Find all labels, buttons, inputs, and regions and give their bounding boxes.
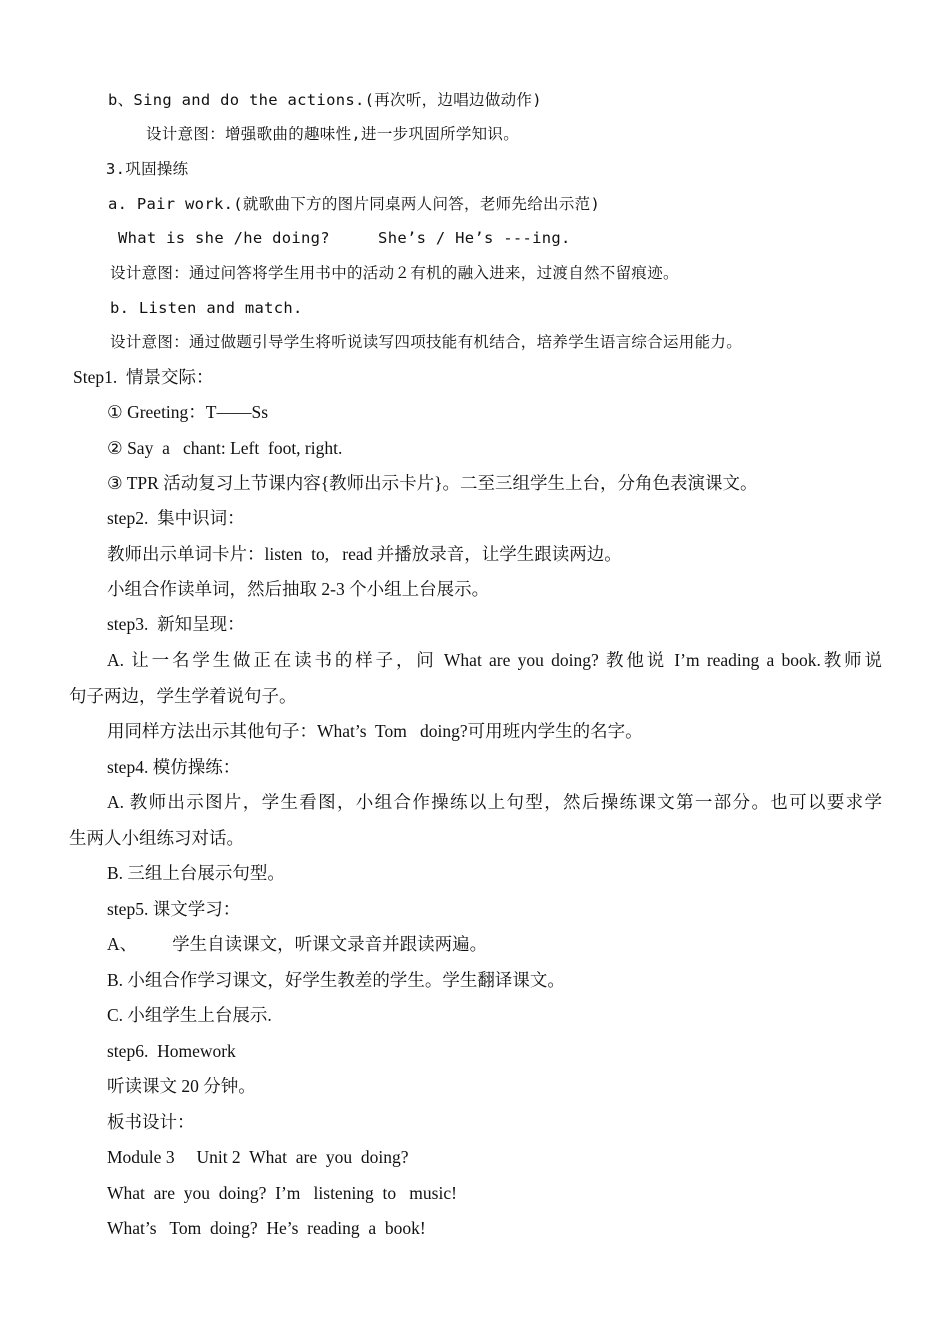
text-line: A、 学生自读课文，听课文录音并跟读两遍。 [107, 934, 488, 954]
section-heading: 3.巩固操练 [106, 160, 189, 178]
text-line: 用同样方法出示其他句子：What’s Tom doing?可用班内学生的名字。 [107, 721, 643, 741]
text-line: ① Greeting：T——Ss [107, 402, 269, 422]
blackboard-line: What’s Tom doing? He’s reading a book! [107, 1218, 426, 1238]
text-line: 小组合作读单词，然后抽取 2-3 个小组上台展示。 [107, 579, 490, 599]
text-line: C. 小组学生上台展示. [107, 1005, 272, 1025]
text-line: 设计意图：通过问答将学生用书中的活动２有机的融入进来，过渡自然不留痕迹。 [110, 264, 679, 282]
text-line: 教师出示单词卡片：listen to, read 并播放录音，让学生跟读两边。 [107, 544, 622, 564]
step-heading: step3. 新知呈现： [107, 614, 245, 634]
section-heading: 板书设计： [107, 1112, 195, 1132]
step-heading: step5. 课文学习： [107, 899, 241, 919]
text-line: A. 教师出示图片，学生看图，小组合作操练以上句型，然后操练课文第一部分。也可以要求学 [107, 792, 882, 812]
text-line: B. 三组上台展示句型。 [107, 863, 285, 883]
text-line: 句子两边，学生学着说句子。 [69, 686, 297, 706]
blackboard-line: What are you doing? I’m listening to music! [107, 1183, 457, 1203]
text-line: A. 让一名学生做正在读书的样子，问 What are you doing? 教他说 I’m reading a book.教师说 [107, 650, 882, 670]
text-line: b、Sing and do the actions.(再次听，边唱边做动作) [108, 91, 542, 109]
blackboard-line: Module 3 Unit 2 What are you doing? [107, 1147, 409, 1167]
text-line: 听读课文 20 分钟。 [107, 1076, 256, 1096]
text-line: ③ TPR 活动复习上节课内容{教师出示卡片}。二至三组学生上台，分角色表演课文。 [107, 473, 758, 493]
step-heading: step2. 集中识词： [107, 508, 245, 528]
text-line: ② Say a chant: Left foot, right. [107, 438, 343, 458]
step-heading: step4. 模仿操练： [107, 757, 241, 777]
text-line: 设计意图：通过做题引导学生将听说读写四项技能有机结合，培养学生语言综合运用能力。 [110, 333, 743, 351]
text-line: 生两人小组练习对话。 [69, 828, 244, 848]
step-heading: Step1. 情景交际： [73, 367, 214, 387]
text-line: What is she /he doing? She’s / He’s ---ing. [118, 229, 571, 247]
text-line: B. 小组合作学习课文，好学生教差的学生。学生翻译课文。 [107, 970, 565, 990]
text-line: a. Pair work.(就歌曲下方的图片同桌两人问答，老师先给出示范) [108, 195, 601, 213]
step-heading: step6. Homework [107, 1041, 236, 1061]
text-line: b. Listen and match. [110, 299, 303, 317]
text-line: 设计意图：增强歌曲的趣味性,进一步巩固所学知识。 [146, 125, 520, 143]
